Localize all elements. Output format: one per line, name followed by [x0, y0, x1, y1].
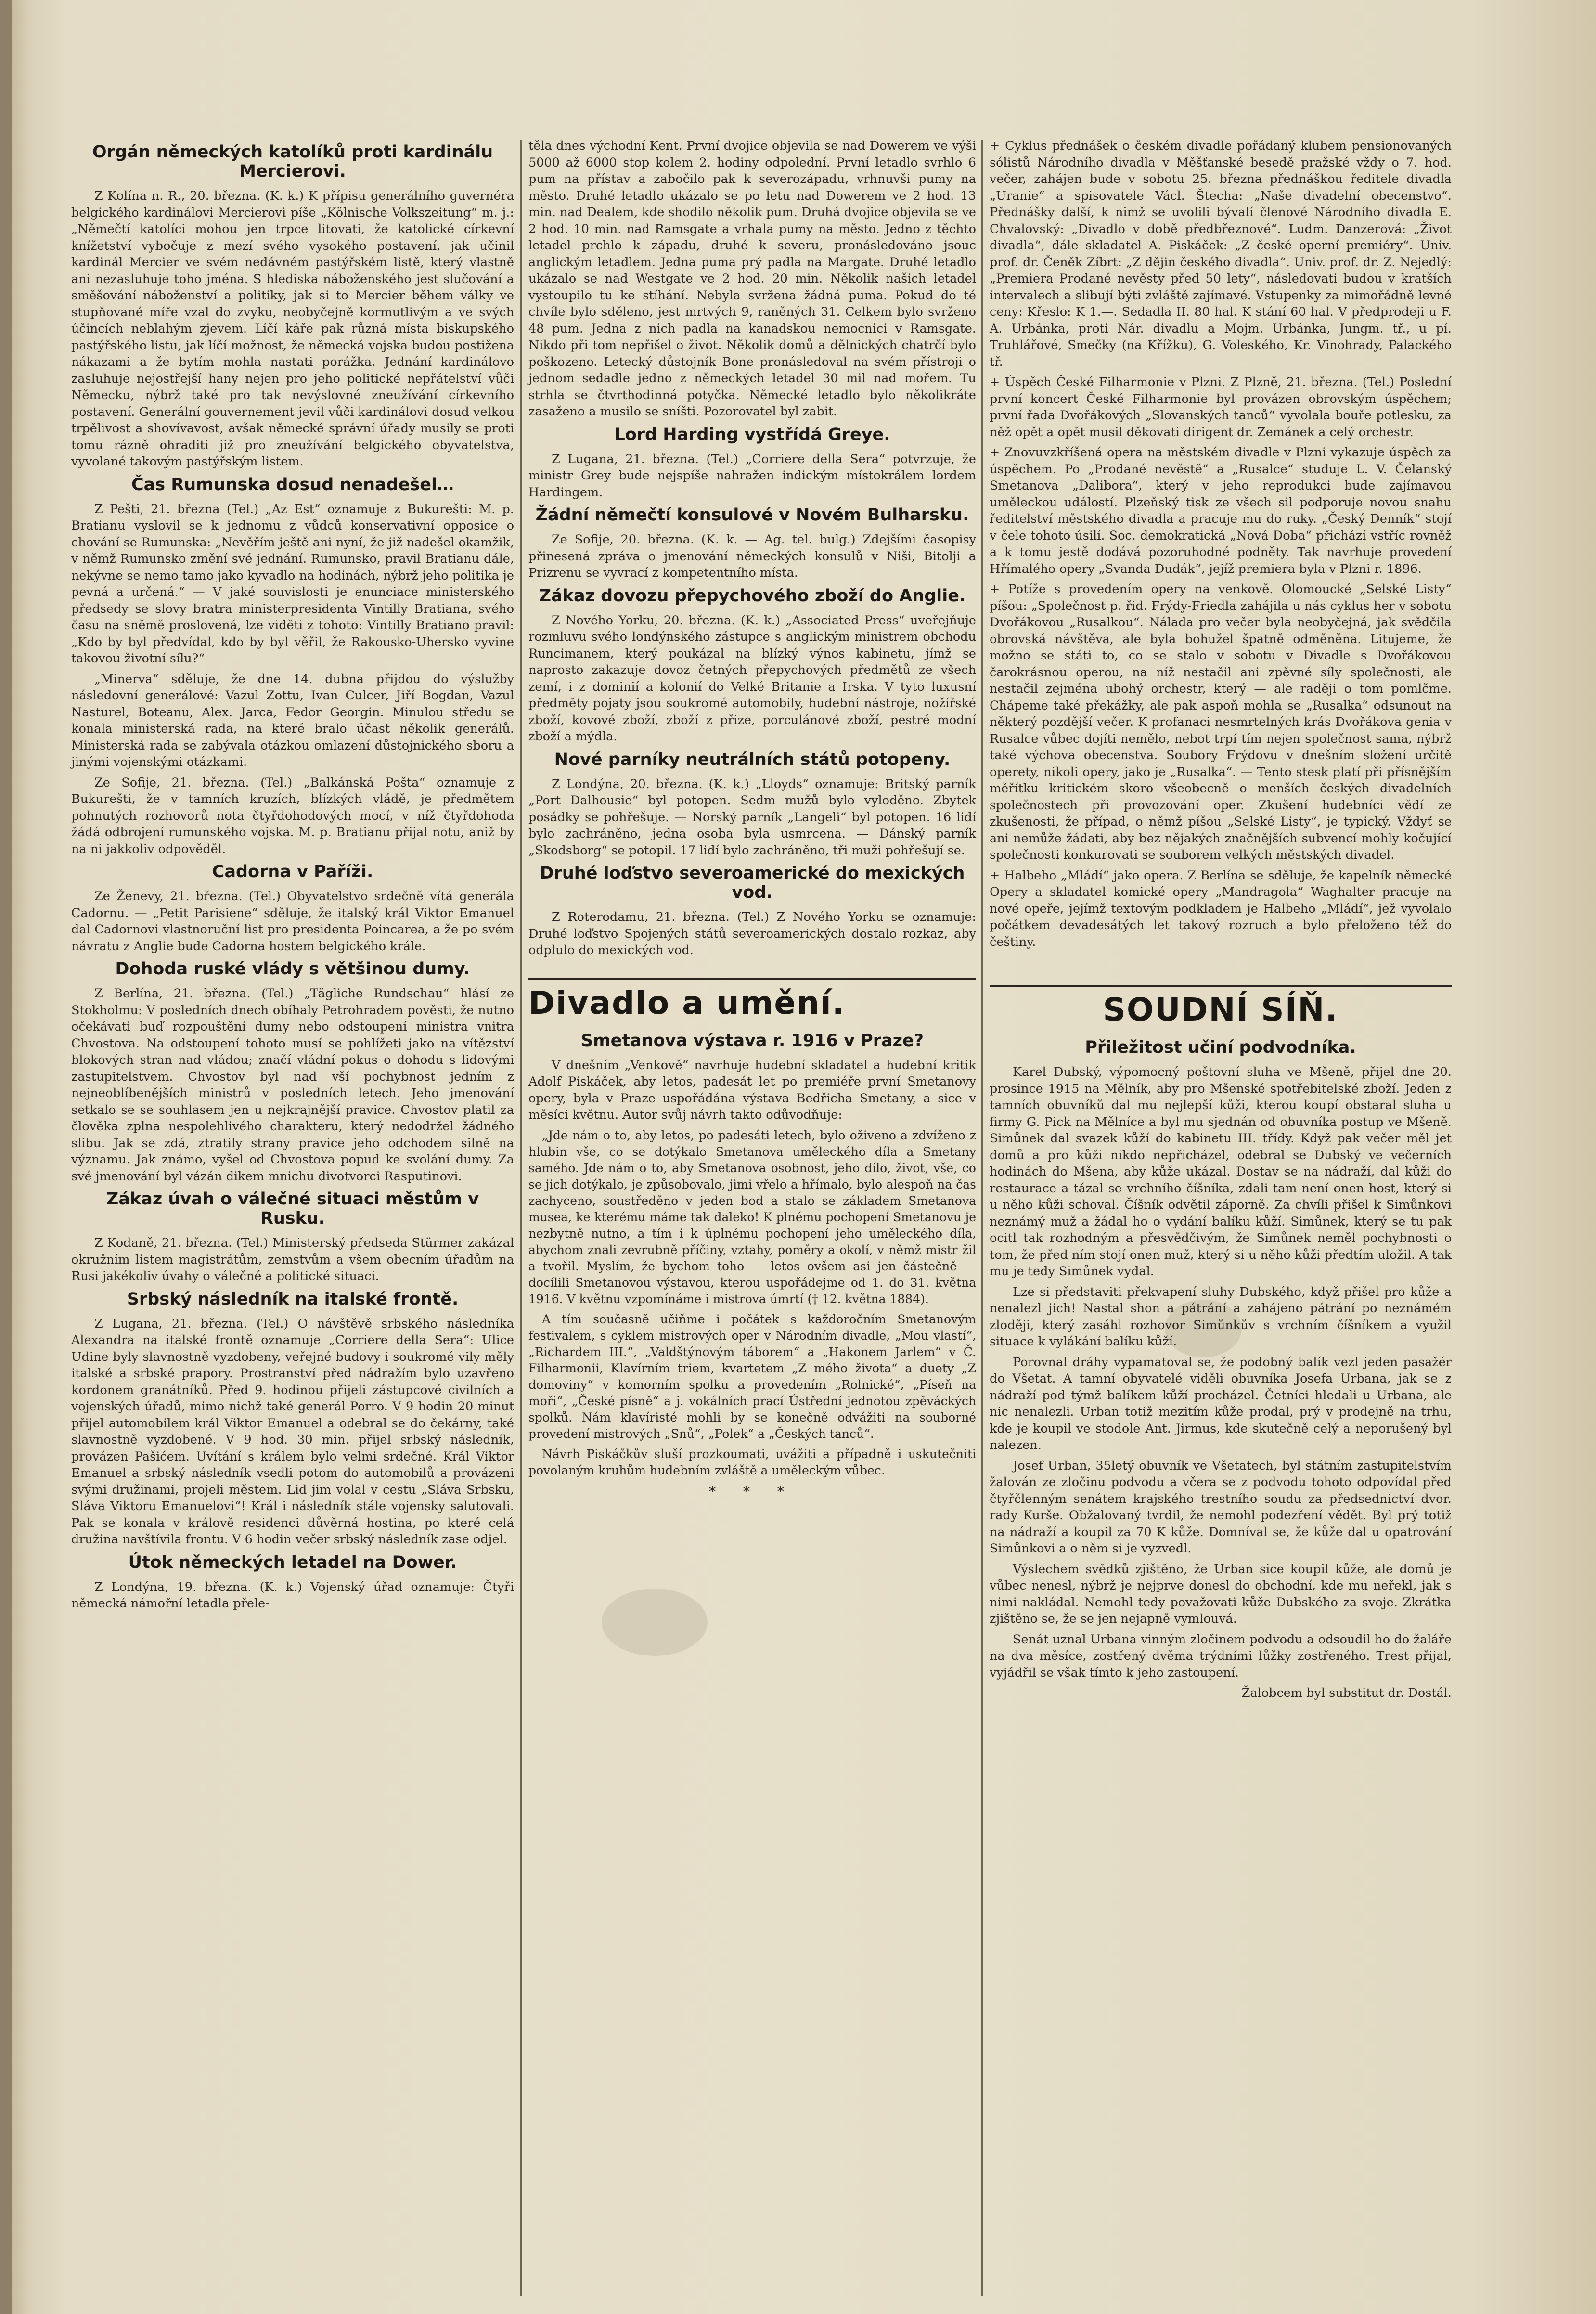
article-paragraph: Výslechem svědků zjištěno, že Urban sice koupil kůže, ale domů je vůbec nenesl, nýbrž je nejprve donesl do obchodní, kde mu neřekl, jak s nimi nakládal. Nemohl tedy považovati kůže Dubského za svoje. Zkrátka zjištěno se, že se jen nejapně vymlouvá. [990, 1562, 1452, 1626]
column-rule [520, 140, 522, 2296]
article-paragraph: Z Berlína, 21. března. (Tel.) „Tägliche Rundschau“ hlásí ze Stokholmu: V posledních dnech obíhaly Petrohradem pověsti, že nutno očekávati buď rozpouštění dumy nebo odstoupení ministra vnitra Chvostova. Na odstoupení tohoto musí se pohlížeti jako na vítězství blokových stran nad vládou; značí vládní pokus o dohodu s lidovými zastupitelstvem. Chvostov byl nad vší pochybnost jedním z nejneoblíbenějších ministrů v posledních letech. Jeho jmenování setkalo se se souhlasem jen u nejkrajnější pravice. Chvostov platil za člověka zplna nespolehlivého charakteru, který nedodržel žádného slibu. Jak se zdá, ztratily strany pravice jeho odchodem silně na významu. Jak známo, vyšel od Chvostova popud ke svolání dumy. Za své jmenování byl vázán dikem mnichu divotvorci Rasputinovi. [71, 986, 514, 1184]
article [71, 1290, 514, 1548]
culture-note: + Halbeho „Mládí“ jako opera. Z Berlína se sděluje, že kapelník německé Opery a skladatel komické opery „Mandragola“ Waghalter pracuje na nové opeře, jejímž textovým podkladem je Halbeho „Mládí“, jež vyvolalo počátkem devadesátých let takový rozruch a bylo přeloženo též do češtiny. [990, 868, 1452, 949]
article-headline: Srbský následník na italské frontě. [127, 1289, 459, 1309]
article-paragraph: Ze Ženevy, 21. března. (Tel.) Obyvatelstvo srdečně vítá generála Cadornu. — „Petit Parisiene“ sděluje, že italský král Viktor Emanuel dal Cadornovi vlastnoruční list pro presidenta Poincarea, a že po svém návratu z Anglie bude Cadorna hostem belgického krále. [71, 889, 514, 954]
article-paragraph: Z Kodaně, 21. března. (Tel.) Ministerský předseda Stürmer zakázal okružním listem magistrátům, zemstvům a všem obecním úřadům na Rusi jakékoliv úvahy o válečné a politické situaci. [71, 1236, 514, 1283]
article-quote: „Jde nám o to, aby letos, po padesáti letech, bylo oživeno a zdvíženo z hlubin vše, co se dotýkalo Smetanova uměleckého díla a Smetany samého. Jde nám o to, aby Smetanova osobnost, jeho dílo, život, vše, co se jich dotýkalo, je způsobovalo, jimi vřelo a hřímalo, bylo alespoň na čas zachyceno, soustředěno v jeden bod a stalo se základem Smetanova musea, ke kterému máme tak daleko! K plnému pochopení Smetanovu je nezbytně nutno, a tím i k úplnému pochopení jeho uměleckého díla, abychom znali zevrubně příčiny, vztahy, poměry a okolí, v němž mistr žil a tvořil. Myslím, že bychom toho — letos ovšem asi jen částečně — docílili Smetanovou výstavou, kterou uspořádejme od 1. do 31. května 1916. V květnu vzpomínáme i mistrova úmrtí († 12. května 1884). [528, 1128, 976, 1306]
article-paragraph: Z Roterodamu, 21. března. (Tel.) Z Nového Yorku se oznamuje: Druhé loďstvo Spojených států severoamerických dostalo rozkaz, aby odplulo do mexických vod. [528, 910, 976, 957]
article-headline: Smetanova výstava r. 1916 v Praze? [580, 1031, 924, 1050]
section-separator: * * * [709, 1483, 796, 1500]
culture-note: + Potíže s provedením opery na venkově. Olomoucké „Selské Listy“ píšou: „Společnost p. řid. Frýdy-Friedla zahájila u nás cyklus her v sobotu Dvořákovou „Rusalkou“. Nálada pro večer byla neobyčejná, jak svědčila obrovská návštěva, ale byla bohužel špatně odměněna. Litujeme, že možno se státi to, co se stalo v sobotu v Divadle s Dvořákovou čarokrásnou operou, na níž nestačil ani zpěvné síly společnosti, ale nestačil zejména ubohý orchestr, který — ale raději o tom pomlčme. Chápeme také překážky, ale pak aspoň mohla se „Rusalka“ odsunout na některý pozdější večer. K profanaci nesmrtelných krás Dvořákova genia v Rusalce vůbec dojíti nemělo, nebot trpí tím nejen společnost sama, nýbrž také výchova obecenstva. Soubory Frýdovu v dnešním složení určitě operety, nikoli opery, jako je „Rusalka“. — Tento stesk platí při přísnějším měřítku kritickém skoro všeobecně o menších českých divadelních společnostech při provozování oper. Zkušení hudebníci vědí ze zkušenosti, že případ, o němž píšou „Selské Listy“, je typický. Vždyť se ani nemůže žádati, aby bez nějakých značnějších subvencí mohly kočující společnosti konkurovati se souborem velkých městských divadel. [990, 582, 1452, 862]
column-3 [990, 138, 1452, 1706]
article [71, 862, 514, 955]
article-paragraph: Ze Sofije, 21. března. (Tel.) „Balkánská Pošta“ oznamuje z Bukurešti, že v tamních kruzích, blízkých vládě, je předmětem pohnutých rozhovorů nota čtyřdohodových mocí, v níž čtyřdohoda žádá odbrojení rumunského vojska. M. p. Bratianu přijal notu, aniž by na ni jakkoliv odpověděl. [71, 775, 514, 856]
article-headline: Zákaz úvah o válečné situaci městům v Rusku. [106, 1189, 479, 1228]
article-headline: Žádní němečtí konsulové v Novém Bulharsku. [535, 505, 969, 525]
article [71, 959, 514, 1185]
article-headline: Přiležitost učiní podvodníka. [1085, 1038, 1356, 1057]
column-2 [528, 138, 976, 1505]
article-paragraph: Porovnal dráhy vypamatoval se, že podobný balík vezl jeden pasažér do Všetat. A tamní obyvatelé viděli obuvníka Josefa Urbana, jak se z nádraží pod týmž balíkem kůží procházel. Četníci hledali u Urbana, ale nic nenalezli. Urban totiž mezitím kůže prodal, prý v prodejně na trhu, kde je koupil ve stodole Ant. Jirmus, kde skutečně celý a neporušený byl nalezen. [990, 1355, 1452, 1452]
article [71, 142, 514, 470]
article-headline: Čas Rumunska dosud nenadešel… [131, 475, 454, 494]
article-headline: Útok německých letadel na Dower. [128, 1552, 457, 1572]
article-paragraph: Z Pešti, 21. března (Tel.) „Az Est“ oznamuje z Bukurešti: M. p. Bratianu vyslovil se k jednomu z vůdců konservativní opposice o chování se Rumunska: „Nevěřím ještě ani nyní, že již nadešel okamžik, v němž Rumunsko změní své jednání. Rumunsko, pravil Bratianu dále, nekývne se nemo tamo jako kyvadlo na hodinách, nýbrž jeho politika je pevná a určená.“ — V jaké souvislosti je enunciace ministerského předsedy se slovy bratra ministerpresidenta Vintilly Bratiana, svého času na sněmě proslovená, lze viděti z tohoto: Vintilly Bratiano pravil: „Kdo by byl předvídal, kdo by byl věřil, že Rakousko-Uhersko vyvine takovou životní sílu?“ [71, 502, 514, 666]
article-continuation [528, 138, 976, 420]
article [990, 1038, 1452, 1702]
article-paragraph: Z Londýna, 19. března. (K. k.) Vojenský úřad oznamuje: Čtyři německá námořní letadla přele- [71, 1579, 514, 1611]
section-title-court: SOUDNÍ SÍŇ. [990, 985, 1452, 1028]
culture-note: + Cyklus přednášek o českém divadle pořádaný klubem pensionovaných sólistů Národního divadla v Měšťanské besedě pražské vždy o 7. hod. večer, zahájen bude v sobotu 25. března přednáškou ředitele divadla „Uranie“ a spisovatele Václ. Štecha: „Naše divadelní obecenstvo“. Přednášky další, k nimž se uvolili bývalí členové Národního divadla E. Chvalovský: „Divadlo v době předbřeznové“. Ludm. Danzerová: „Život divadla“, dále skladatel A. Piskáček: „Z české operní premiéry“. Univ. prof. dr. Čeněk Zíbrt: „Z dějin českého divadla“. Univ. prof. dr. Z. Nejedlý: „Premiera Prodané nevěsty před 50 lety“, následovati budou v kratších intervalech a slibují býti zvláště zajímavé. Vstupenky za mimořádně levné ceny: Křeslo: K 1.—. Sedadla II. 80 hal. K stání 60 hal. V předprodeji u F. A. Urbánka, proti Nár. divadlu a Mojm. Urbánka, Jungm. tř., u pí. Truhlářové, Smečky (na Křížku), G. Voleského, Kr. Vinohrady, Palackého tř. [990, 139, 1452, 369]
article-quote: Návrh Piskáčkův sluší prozkoumati, uvážiti a případně i uskutečniti povolaným kruhům hudebním zvláště a uměleckým vůbec. [528, 1447, 976, 1477]
article-paragraph: V dnešním „Venkově“ navrhuje hudební skladatel a hudební kritik Adolf Piskáček, aby letos, padesát let po premiéře první Smetanovy opery, byla v Praze uspořádána výstava Bedřicha Smetany, a sice v měsíci květnu. Autor svůj návrh takto odůvodňuje: [528, 1058, 976, 1122]
article-paragraph: Lze si představiti překvapení sluhy Dubského, když přišel pro kůže a nenalezl jich! Nastal shon a pátrání a zahájeno pátrání po neznámém zloději, který zasáhl rozhovor Simůnkův s vrchním číšníkem a využil situace k vylákání balíku kůží. [990, 1284, 1452, 1349]
binding-edge [0, 0, 12, 2314]
article-paragraph: Z Lugana, 21. března. (Tel.) O návštěvě srbského následníka Alexandra na italské frontě oznamuje „Corriere della Sera“: Ulice Udine byly slavnostně vyzdobeny, veřejné budovy i soukromé vily měly italské a srbské prapory. Prostranství před nádražím bylo uzavřeno kordonem granátníků. Před 9. hodinou přijeli zástupcové civilních a vojenských úřadů, mimo nichž také generál Porro. V 9 hodin 20 minut přijel automobilem král Viktor Emanuel a odebral se do čekárny, také slavnostně vyzdobené. V 9 hod. 30 min. přijel srbský následník, provázen Pašićem. Uvítání s králem bylo velmi srdečné. Král Viktor Emanuel a srbský následník vsedli potom do automobilů a provázeni svými družinami, projeli městem. Lid jim volal v cestu „Sláva Srbsku, Sláva Viktoru Emanuelovi“! Král i následník stále vojensky salutovali. Pak se konala v králově residenci důvěrná hostina, po které celá družina navštívila frontu. V 6 hodin večer srbský následník zase odjel. [71, 1316, 514, 1547]
article [528, 1031, 976, 1500]
culture-note: + Úspěch České Filharmonie v Plzni. Z Plzně, 21. března. (Tel.) Poslední první koncert České Filharmonie byl provázen obrovským úspěchem; první řada Dvořákových „Slovanských tanců“ vyvolala bouře potlesku, za něž opět a opět musil děkovati dirigent dr. Zemánek a celý orchestr. [990, 375, 1452, 440]
article [71, 1189, 514, 1285]
article-signature: Žalobcem byl substitut dr. Dostál. [1241, 1686, 1452, 1700]
article-paragraph: „Minerva“ sděluje, že dne 14. dubna přijdou do výslužby následovní generálové: Vazul Zottu, Ivan Culcer, Jiří Bogdan, Vazul Nasturel, Boteanu, Alex. Jarca, Fedor Georgin. Minulou středu se konala ministerská rada, na které bralo účast několik generálů. Ministerská rada se zabývala otázkou omlazení důstojnického sboru a jinými vojenskými otázkami. [71, 672, 514, 769]
article-paragraph: Josef Urban, 35letý obuvník ve Všetatech, byl státním zastupitelstvím žalován ze zločinu podvodu a včera se z podvodu tohoto odpovídal před čtyřčlenným senátem krajského trestního soudu za předsednictví dvor. rady Kurše. Obžalovaný tvrdil, že nemohl podezření vědět. Byl prý totiž na nádraží a koupil za 70 K kůže. Domníval se, že kůže dal u opatrování Simůnkovi a o něm si je vyzvedl. [990, 1458, 1452, 1556]
paper-stain [602, 1589, 708, 1656]
article-paragraph: Ze Sofije, 20. března. (K. k. — Ag. tel. bulg.) Zdejšími časopisy přinesená zpráva o jmenování německých konsulů v Niši, Bitolji a Prizrenu se vyvrací z kompetentního místa. [528, 532, 976, 580]
article [528, 864, 976, 959]
article-headline: Dohoda ruské vlády s většinou dumy. [115, 959, 470, 979]
article-paragraph: těla dnes východní Kent. První dvojice objevila se nad Dowerem ve výši 5000 až 6000 stop kolem 2. hodiny odpolední. První letadlo svrhlo 6 pum na přístav a zabočilo pak k severozápadu, vrhnuvši pumy na město. Druhé letadlo ukázalo se po letu nad Dowerem ve 2 hod. 13 min. nad Dealem, kde shodilo několik pum. Druhá dvojice objevila se ve 2 hod. 10 min. nad Ramsgate a vrhala pumy na město. Jedno z těchto letadel prchlo k západu, druhé k severu, pronásledováno jsouc anglickým letadlem. Jedna puma prý padla na Margate. Druhé letadlo ukázalo se nad Westgate ve 2 hod. 20 min. Několik našich letadel vystoupilo tu ke stíhání. Nebyla svržena žádná puma. Pokud do té chvíle bylo sděleno, jest mrtvých 9, raněných 31. Celkem bylo svrženo 48 pum. Jedna z nich padla na kanadskou nemocnici v Ramsgate. Nikdo při tom nepřišel o život. Několik domů a dělnických chatrčí bylo poškozeno. Letecký důstojník Bone pronásledoval na svém přístroji o jednom sedadle jedno z německých letadel 30 mil nad mořem. Tu strhla se čtvrthodinná potyčka. Německé letadlo bylo několikráte zasaženo a musilo se sníšti. Pozorovatel byl zabit. [528, 139, 976, 419]
article-headline: Cadorna v Paříži. [212, 862, 373, 881]
article [528, 586, 976, 745]
article-paragraph: Z Kolína n. R., 20. března. (K. k.) K přípisu generálního guvernéra belgického kardinálovi Mercierovi píše „Kölnische Volkszeitung“ m. j.: „Němečtí katolíci mohou jen trpce litovati, že katolické církevní knížetství vybočuje z mezí svého vysokého postavení, jak učinil kardinál Mercier ve svém nedávném pastýřském listě, který vlastně ani nezasluhuje toho jména. S hlediska náboženského jest slučování a směšování náboženství a politiky, jak si to Mercier během války ve stupňované míře vzal do zvyku, neobyčejně kormutlivým a ve svých účincích neblahým zjevem. Líčí káře pak různá místa biskupského pastýřského listu, jak líčí možnost, že německá vojska budou postižena nákazami a že bytím mohla nastati porážka. Jednání kardinálovo zasluhuje nejostřejší hany nejen pro jeho politické nepřátelství vůči Německu, nýbrž také pro tak nevýslovné zneužívání církevního postavení. Generální gouvernement jevil vůči kardinálovi dosud velkou trpělivost a shovívavost, avšak německé správní úřady musily se proti tomu rázně ohraditi již pro zneužívání belgického obyvatelstva, vyvolané takovým pastýřským listem. [71, 189, 514, 469]
article [528, 425, 976, 501]
article-headline: Orgán německých katolíků proti kardinálu Mercierovi. [92, 142, 493, 181]
article-headline: Druhé loďstvo severoamerické do mexických vod. [540, 864, 965, 902]
article-headline: Nové parníky neutrálních států potopeny. [554, 750, 951, 769]
article-headline: Lord Harding vystřídá Greye. [614, 425, 890, 444]
article-headline: Zákaz dovozu přepychového zboží do Anglie. [539, 586, 966, 606]
column-rule [981, 140, 983, 2296]
article-paragraph: Z Lugana, 21. března. (Tel.) „Corriere della Sera“ potvrzuje, že ministr Grey bude nejspíše nahražen indickým místokrálem lordem Hardingem. [528, 452, 976, 500]
article-paragraph: Z Nového Yorku, 20. března. (K. k.) „Associated Press“ uveřejňuje rozmluvu svého londýnského zástupce s anglickým ministrem obchodu Runcimanem, který poukázal na blízký výnos kabinetu, jímž se naprosto zakazuje dovoz četných přepychových předmětů ze všech zemí, i z dominií a kolonií do Velké Britanie a Irska. V tyto luxusní předměty pojaty jsou soukromé automobily, hudební nástroje, nožířské zboží, kovové zboží, zboží z přize, porculánové zboží, pestré modní zboží a mýdla. [528, 613, 976, 744]
section-title-theatre: Divadlo a umění. [528, 978, 976, 1021]
article [71, 1553, 514, 1612]
article-paragraph: Karel Dubský, výpomocný poštovní sluha ve Mšeně, přijel dne 20. prosince 1915 na Mělník, aby pro Mšenské spotřebitelské zboží. Jeden z tamních obuvníků dal mu nejlepší kůži, kterou koupí obstaral sluha u firmy G. Pick na Mělníce a byl mu sjednán od obuvníka postup ve Mšeně. Simůnek dal svazek kůží do kabinetu III. třídy. Když pak večer měl jet domů a pro kůži nikdo nepřicházel, odebral se Dubský ve večerních hodinách do Mšena, aby kůže ukázal. Dostav se na nádraží, dal kůži do restaurace a tázal se vrchního číšníka, zdali tam není onen host, který si u něho kůži schoval. Číšník odvětil záporně. Za chvíli přišel k Simůnkovi neznámý muž a žádal ho o vydání balíku kůží. Simůnek, který se tu pak ocitl tak rozhodným a přesvědčivým, že Simůnek neměl pochybnosti o tom, že před ním stojí onen muž, který si u něho kůži předtím uložil. A tak mu je tedy Simůnek vydal. [990, 1065, 1452, 1279]
culture-note: + Znovuvzkříšená opera na městském divadle v Plzni vykazuje úspěch za úspěchem. Po „Prodané nevěstě“ a „Rusalce“ studuje L. V. Čelanský Smetanova „Dalibora“, který v jeho reprodukci bude zajímavou uměleckou událostí. Plzeňský tisk ze všech sil podporuje novou snahu ředitelství městského divadla a pracuje mu do ruky. „Český Denník“ stojí v čele tohoto úsilí. Soc. demokratická „Nová Doba“ přichází vstříc rovněž a k tomu jestě dodává pozoruhodné podněty. Tak navrhuje provedení Hřímalého opery „Svanda Dudák“, jejíž premiera byla v Plzni r. 1896. [990, 445, 1452, 576]
article [71, 475, 514, 858]
column-1 [71, 138, 514, 1616]
article [528, 750, 976, 859]
article [528, 505, 976, 582]
article-paragraph: Z Londýna, 20. března. (K. k.) „Lloyds“ oznamuje: Britský parník „Port Dalhousie“ byl potopen. Sedm mužů bylo vyloděno. Zbytek posádky se pohřešuje. — Norský parník „Langeli“ byl potopen. 16 lidí bylo zachráněno, jedna osoba byla usmrcena. — Dánský parník „Skodsborg“ se potopil. 17 lidí bylo zachráněno, tři muži pohřešují se. [528, 776, 976, 858]
article-quote: A tím současně učiňme i počátek s každoročním Smetanovým festivalem, s cyklem mistrových oper v Národním divadle, „Mou vlastí“, „Richardem III.“, „Valdštýnovým táborem“ a „Hakonem Jarlem“ v Č. Filharmonii, Klavírním triem, kvartetem „Z mého života“ a duety „Z domoviny“ v komorním spolku a provedením „Rolnické“, „Píseň na moři“, „České písně“ a j. vokálních prací Ústřední jednotou zpěváckých spolků. Nám klavíristé mohli by se konečně odvážiti na souborné provedení mistrových „Snů“, „Polek“ a „Českých tanců“. [528, 1312, 976, 1441]
article-paragraph: Senát uznal Urbana vinným zločinem podvodu a odsoudil ho do žaláře na dva měsíce, zostřený dvěma trýdními lůžky zostřeného. Trest přijal, vyjádřil se však tímto k jeho zastoupení. [990, 1632, 1452, 1680]
